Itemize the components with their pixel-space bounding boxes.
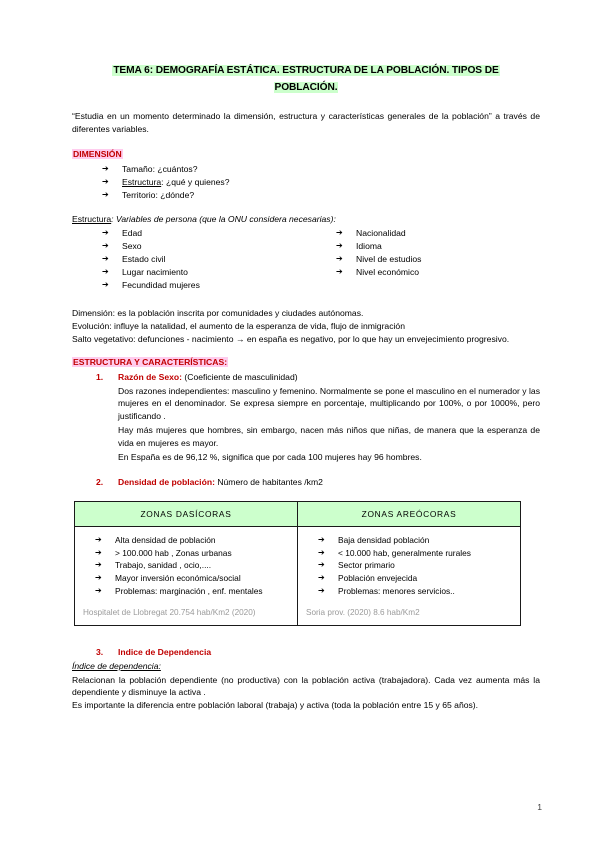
item-number: 1. — [96, 371, 104, 382]
estructura-rest: : Variables de persona (que la ONU considera necesarias): — [111, 213, 336, 224]
list-item: ➔ Mayor inversión económica/social — [95, 572, 291, 585]
list-item — [102, 176, 540, 189]
razon-de-sexo-paragraph-2: Hay más mujeres que hombres, sin embargo, nacen más niños que niñas, de manera que la esperanza de vida en mujeres es mayor. — [118, 424, 540, 448]
list-item: ➔ Población envejecida — [318, 572, 514, 585]
estructura-variables-columns — [72, 227, 540, 291]
section-heading-caracteristicas — [72, 357, 540, 367]
list-item: ➔ Nacionalidad — [336, 227, 540, 240]
razon-de-sexo-paragraph-1: Dos razones independientes: masculino y femenino. Normalmente se pone el masculino en el numerador y las mujeres en el denominador. Se expresa siempre en porcentaje, multiplicando por 100%, o por 1000%, pero justificando . — [118, 385, 540, 422]
intro-paragraph: “Estudia en un momento determinado la dimensión, estructura y características generales de la población” a través de diferentes variables. — [72, 111, 540, 134]
dimension-item-text: : ¿cuántos? — [152, 164, 198, 175]
item-title: Razón de Sexo: — [118, 371, 182, 382]
notes-block — [72, 307, 540, 345]
item-number: 3. — [96, 647, 104, 658]
table-header-row — [75, 502, 521, 527]
notes-line-dimension: Dimensión: es la población inscrita por comunidades y ciudades autónomas. — [72, 308, 364, 319]
table-row — [75, 527, 521, 626]
list-item: ➔ Sector primario — [318, 559, 514, 572]
spacer — [72, 291, 540, 307]
list-item: ➔ Idioma — [336, 240, 540, 253]
estructura-column-right — [306, 227, 540, 291]
list-item: ➔ Trabajo, sanidad , ocio,.... — [95, 559, 291, 572]
list-item: ➔ Sexo — [102, 240, 306, 253]
zonas-table — [74, 501, 521, 626]
item-title-rest: Número de habitantes /km2 — [214, 477, 323, 488]
dasicoras-example-note: Hospitalet de Llobregat 20.754 hab/Km2 (2020) — [83, 608, 256, 618]
zonas-table-head — [75, 502, 521, 527]
estructura-list-left — [72, 227, 306, 291]
dimension-item-label: Estructura — [122, 176, 162, 187]
table-cell-dasicoras — [75, 527, 298, 626]
page-number: 1 — [537, 802, 542, 812]
list-item: ➔ Lugar nacimiento — [102, 266, 306, 279]
razon-de-sexo-paragraph-3: En España es de 96,12 %, significa que por cada 100 mujeres hay 96 hombres. — [118, 451, 422, 462]
page-title-line-2: POBLACIÓN. — [274, 82, 338, 93]
indice-dependencia-subtitle-wrap — [72, 660, 540, 673]
section-heading-dimension-label: DIMENSIÓN — [73, 149, 122, 160]
list-item: ➔ Edad — [102, 227, 306, 240]
section-heading-caracteristicas-label: ESTRUCTURA Y CARACTERÍSTICAS: — [73, 356, 228, 367]
estructura-intro — [72, 213, 540, 226]
table-header-dasicoras: ZONAS DASÍCORAS — [75, 502, 298, 527]
list-item: ➔ Problemas: marginación , enf. mentales — [95, 585, 291, 598]
estructura-label: Estructura — [72, 213, 112, 224]
dimension-item-text: : ¿qué y quienes? — [161, 176, 230, 187]
list-item: ➔ Problemas: menores servicios.. — [318, 585, 514, 598]
list-item-indice-de-dependencia — [72, 646, 540, 659]
caracteristicas-list — [72, 371, 540, 489]
dimension-item-label: Tamaño — [122, 164, 153, 175]
table-cell-areocoras — [298, 527, 521, 626]
list-item — [102, 163, 540, 176]
estructura-column-left — [72, 227, 306, 291]
list-item: ➔ Fecundidad mujeres — [102, 279, 306, 292]
item-title: Indice de Dependencia — [118, 647, 212, 658]
list-item — [102, 189, 540, 202]
table-header-areocoras: ZONAS AREÓCORAS — [298, 502, 521, 527]
spacer — [72, 346, 540, 357]
spacer — [72, 202, 540, 213]
dasicoras-list — [81, 534, 291, 597]
list-item: ➔ Alta densidad de población — [95, 534, 291, 547]
areocoras-example-note: Soria prov. (2020) 8.6 hab/Km2 — [306, 608, 420, 618]
list-item: ➔ < 10.000 hab, generalmente rurales — [318, 547, 514, 560]
indice-dependencia-paragraph-2: Es importante la diferencia entre población laboral (trabaja) y activa (toda la población entre 15 y 65 años). — [72, 700, 479, 711]
list-item-densidad-de-poblacion — [96, 476, 540, 489]
list-item: ➔ > 100.000 hab , Zonas urbanas — [95, 547, 291, 560]
page-title-line-1: TEMA 6: DEMOGRAFÍA ESTÁTICA. ESTRUCTURA DE LA POBLACIÓN. TIPOS DE — [113, 65, 499, 76]
dimension-item-text: : ¿dónde? — [155, 189, 195, 200]
zonas-table-body — [75, 527, 521, 626]
section-heading-dimension — [72, 149, 540, 159]
list-item: ➔ Baja densidad población — [318, 534, 514, 547]
list-item: ➔ Nivel de estudios — [336, 253, 540, 266]
estructura-list-right — [306, 227, 540, 278]
list-item: ➔ Estado civil — [102, 253, 306, 266]
notes-line-salto-vegetativo: Salto vegetativo: defunciones - nacimiento → en españa es negativo, por lo que hay un envejecimiento progresivo. — [72, 333, 510, 344]
spacer — [72, 626, 540, 646]
notes-line-evolucion: Evolución: influye la natalidad, el aumento de la esperanza de vida, flujo de inmigración — [72, 321, 405, 332]
list-item-razon-de-sexo — [96, 371, 540, 464]
dimension-item-label: Territorio — [122, 189, 156, 200]
indice-dependencia-paragraph-1: Relacionan la población dependiente (no productiva) con la población activa (trabajadora). Cada vez aumenta más la dependiente y disminuye la activa . — [72, 674, 540, 698]
item-title: Densidad de población: — [118, 477, 215, 488]
dimension-list — [72, 163, 540, 201]
indice-dependencia-subtitle: Índice de dependencia: — [72, 660, 161, 671]
item-number: 2. — [96, 477, 104, 488]
indice-dependencia-body — [72, 674, 540, 712]
areocoras-list — [304, 534, 514, 597]
item-title-rest: (Coeficiente de masculinidad) — [182, 371, 298, 382]
list-item: ➔ Nivel económico — [336, 266, 540, 279]
page-title — [72, 62, 540, 96]
